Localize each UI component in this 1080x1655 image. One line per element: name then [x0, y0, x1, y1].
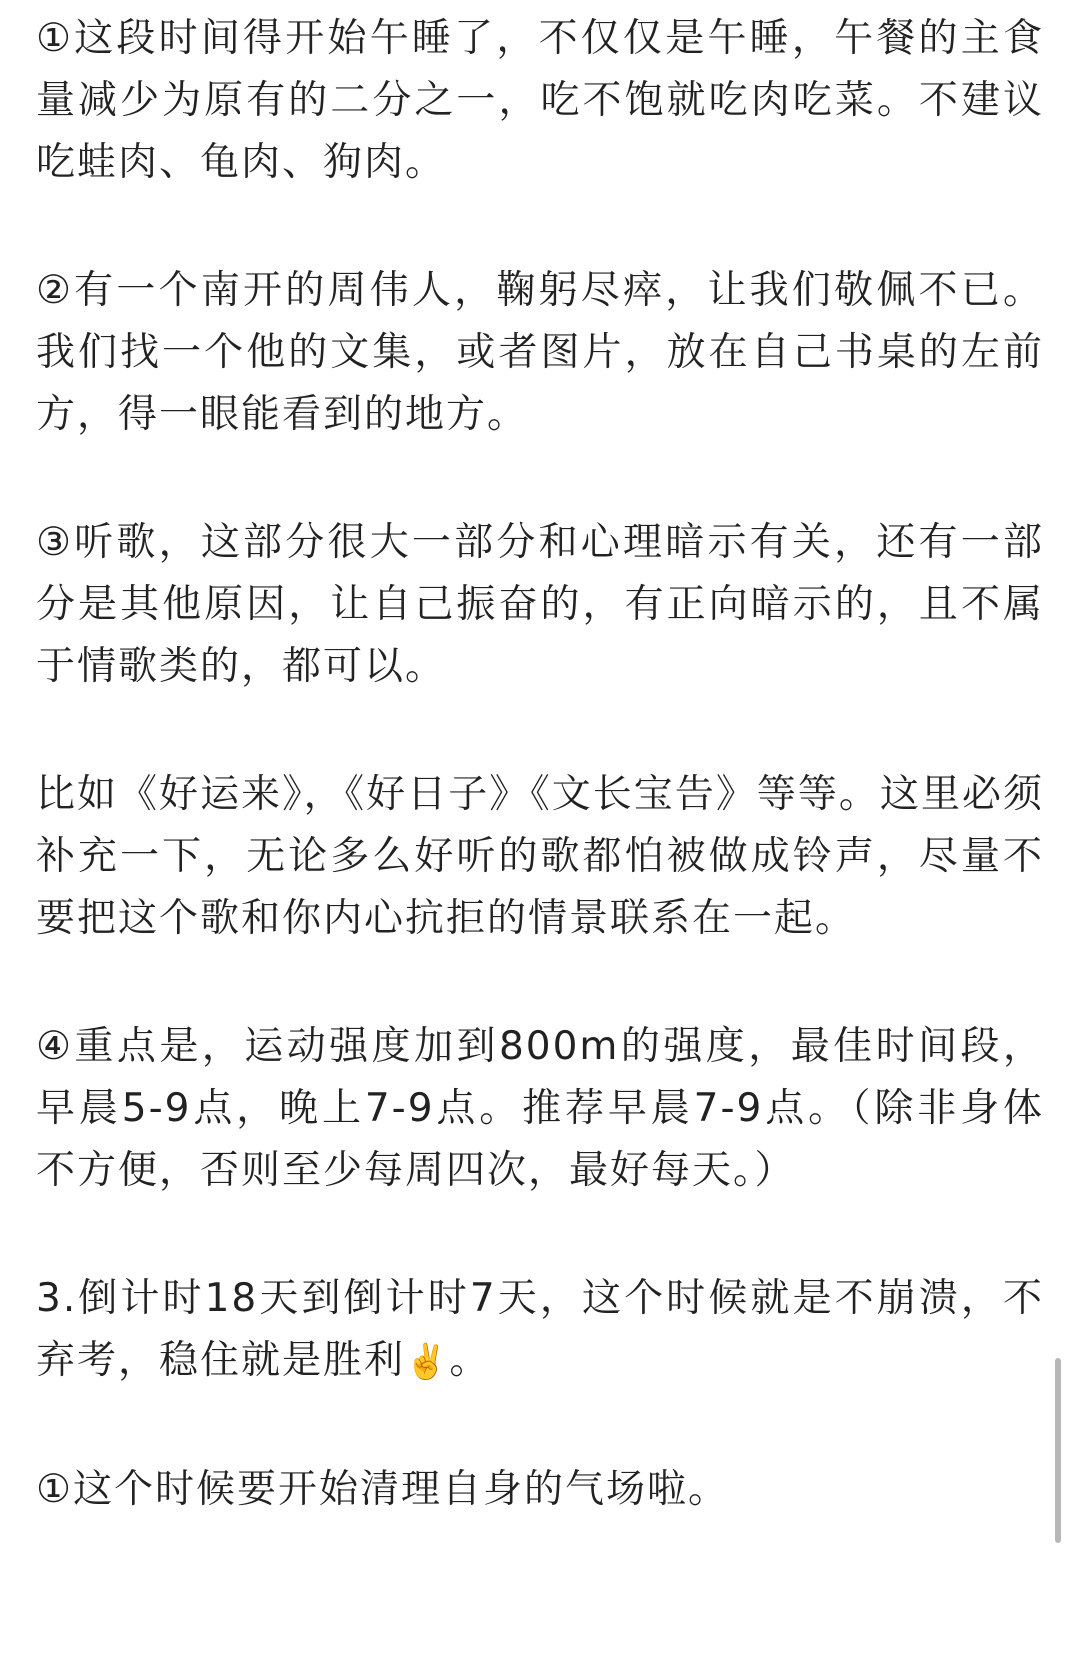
paragraph-song-examples: 比如《好运来》，《好日子》《文长宝告》等等。这里必须补充一下，无论多么好听的歌都怕被做成铃声，尽量不要把这个歌和你内心抗拒的情景联系在一起。 [36, 772, 1044, 941]
paragraph-nap: ①这段时间得开始午睡了，不仅仅是午睡，午餐的主食量减少为原有的二分之一，吃不饱就吃肉吃菜。不建议吃蛙肉、龟肉、狗肉。 [36, 16, 1044, 185]
scrollbar-thumb[interactable] [1055, 1358, 1061, 1543]
paragraph-aura: ①这个时候要开始清理自身的气场啦。 [36, 1467, 729, 1512]
countdown-text: 3.倒计时18天到倒计时7天，这个时候就是不崩溃，不弃考，稳住就是胜利 [36, 1276, 1044, 1383]
paragraph-exercise: ④重点是，运动强度加到800m的强度，最佳时间段，早晨5-9点，晚上7-9点。推荐早晨7-9点。（除非身体不方便，否则至少每周四次，最好每天。） [36, 1024, 1044, 1193]
article-content [36, 8, 1044, 1587]
paragraph-countdown [36, 1268, 1044, 1393]
paragraph-music: ③听歌，这部分很大一部分和心理暗示有关，还有一部分是其他原因，让自己振奋的，有正向暗示的，且不属于情歌类的，都可以。 [36, 520, 1044, 689]
paragraph-role-model: ②有一个南开的周伟人，鞠躬尽瘁，让我们敬佩不已。我们找一个他的文集，或者图片，放在自己书桌的左前方，得一眼能看到的地方。 [36, 268, 1044, 437]
victory-hand-icon: ✌️ [405, 1342, 450, 1382]
countdown-end-punctuation: 。 [449, 1338, 491, 1383]
